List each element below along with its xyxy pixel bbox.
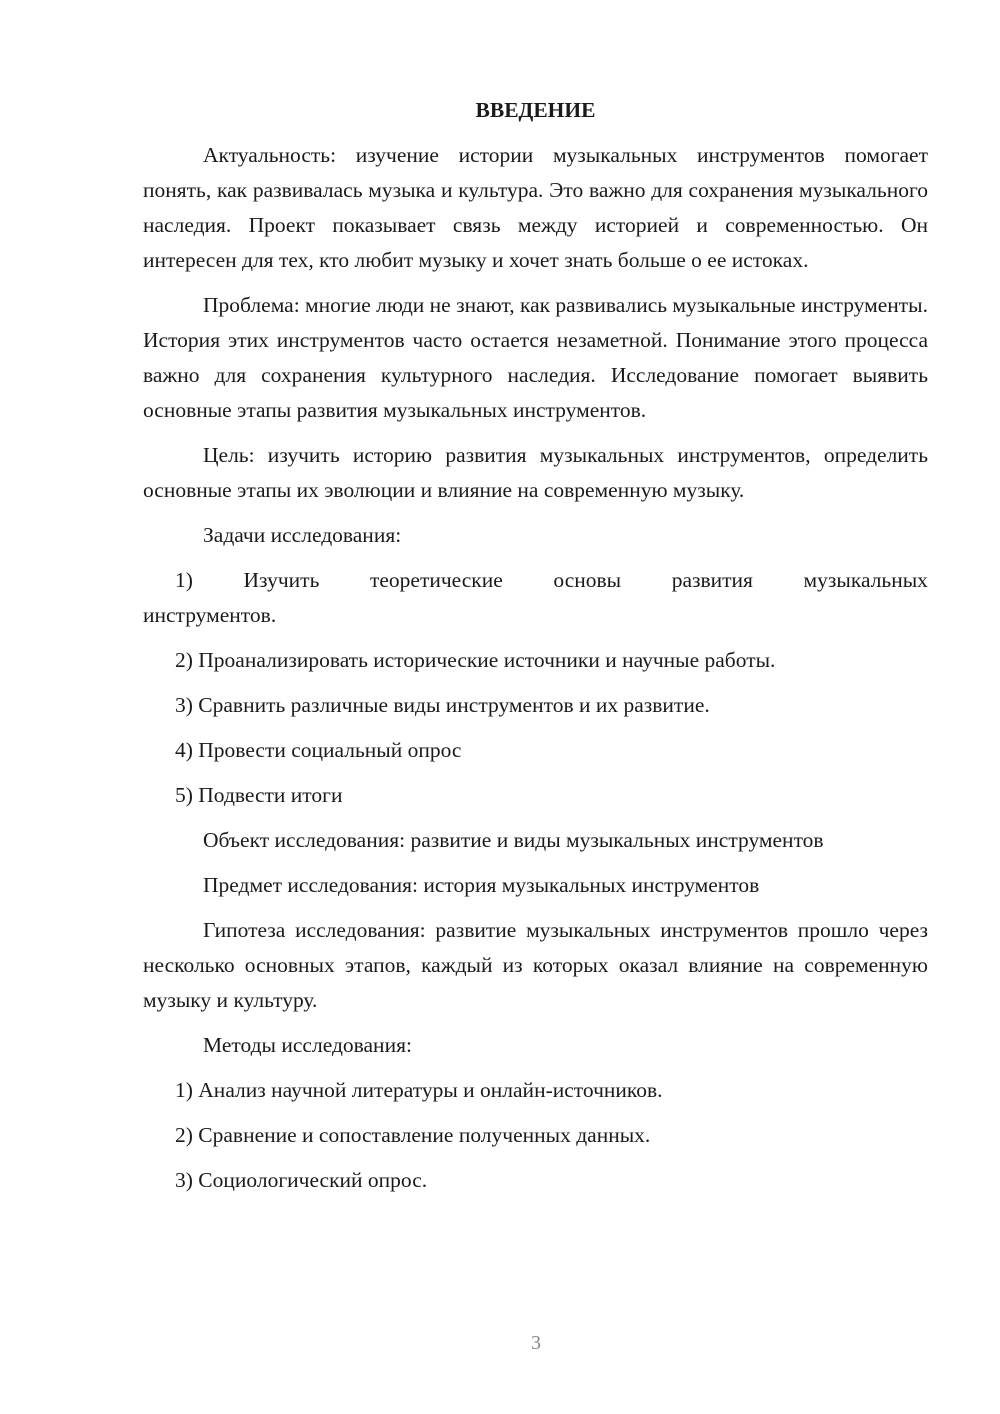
- task-item-4: 4) Провести социальный опрос: [175, 738, 462, 762]
- task-word: развития: [671, 568, 753, 592]
- method-item-1: 1) Анализ научной литературы и онлайн-источников.: [175, 1078, 663, 1102]
- tasks-heading: Задачи исследования:: [203, 523, 402, 547]
- task-item-1-continuation: инструментов.: [143, 603, 277, 627]
- method-item-2: 2) Сравнение и сопоставление полученных данных.: [175, 1123, 651, 1147]
- task-word: основы: [553, 568, 622, 592]
- page-content: [143, 92, 928, 1208]
- page-title: ВВЕДЕНИЕ: [475, 98, 596, 122]
- task-word: теоретические: [369, 568, 503, 592]
- problem-paragraph: Проблема: многие люди не знают, как развивались музыкальные инструменты. История этих инструментов часто остается незаметной. Понимание этого процесса важно для сохранения культурного наследия. Исследование помогает выявить основные этапы развития музыкальных инструментов.: [143, 293, 928, 422]
- task-item-5: 5) Подвести итоги: [175, 783, 343, 807]
- task-item-1-first-line: [143, 563, 928, 598]
- task-item-2: 2) Проанализировать исторические источники и научные работы.: [175, 648, 776, 672]
- task-word: музыкальных: [803, 568, 928, 592]
- task-word: 1): [175, 568, 193, 592]
- task-word: Изучить: [243, 568, 320, 592]
- goal-paragraph: Цель: изучить историю развития музыкальных инструментов, определить основные этапы их эволюции и влияние на современную музыку.: [143, 443, 928, 502]
- relevance-paragraph: Актуальность: изучение истории музыкальных инструментов помогает понять, как развивалась музыка и культура. Это важно для сохранения музыкального наследия. Проект показывает связь между историей и современностью. Он интересен для тех, кто любит музыку и хочет знать больше о ее истоках.: [143, 143, 928, 272]
- task-item-3: 3) Сравнить различные виды инструментов и их развитие.: [175, 693, 710, 717]
- hypothesis-paragraph: Гипотеза исследования: развитие музыкальных инструментов прошло через несколько основных этапов, каждый из которых оказал влияние на современную музыку и культуру.: [143, 918, 928, 1012]
- page-number: 3: [531, 1332, 541, 1354]
- methods-heading: Методы исследования:: [203, 1033, 412, 1057]
- research-subject: Предмет исследования: история музыкальных инструментов: [203, 873, 760, 897]
- task-item-1: [143, 563, 928, 633]
- method-item-3: 3) Социологический опрос.: [175, 1168, 428, 1192]
- research-object: Объект исследования: развитие и виды музыкальных инструментов: [203, 828, 824, 852]
